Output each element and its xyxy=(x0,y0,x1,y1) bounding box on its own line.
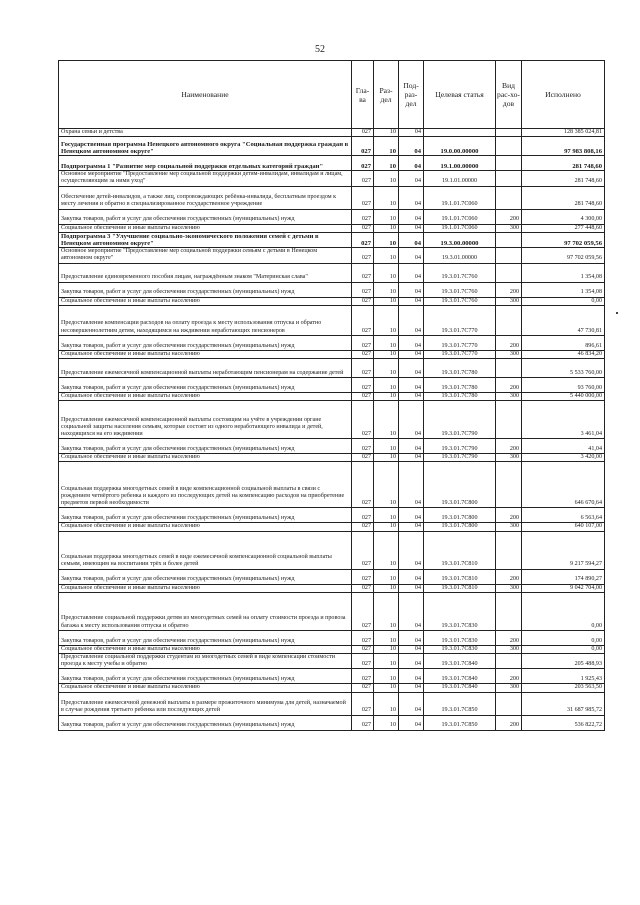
row-target-article: 19.3.00.00000 xyxy=(424,232,496,247)
row-razdel: 10 xyxy=(374,335,399,350)
row-razdel: 10 xyxy=(374,401,399,439)
row-expense-type: 200 xyxy=(496,439,522,454)
row-expense-type xyxy=(496,305,522,335)
row-podrazdel: 04 xyxy=(399,156,424,171)
row-podrazdel: 04 xyxy=(399,359,424,378)
row-podrazdel: 04 xyxy=(399,692,424,715)
row-target-article: 19.3.01.7С840 xyxy=(424,684,496,692)
row-expense-type: 200 xyxy=(496,378,522,393)
row-podrazdel: 04 xyxy=(399,378,424,393)
row-podrazdel: 04 xyxy=(399,335,424,350)
row-target-article: 19.1.01.7С060 xyxy=(424,224,496,232)
row-expense-type xyxy=(496,263,522,282)
row-executed: 640 107,00 xyxy=(522,523,605,531)
row-target-article: 19.3.01.7С770 xyxy=(424,350,496,358)
row-target-article: 19.0.00.00000 xyxy=(424,137,496,156)
row-target-article: 19.3.01.7С760 xyxy=(424,297,496,305)
row-podrazdel: 04 xyxy=(399,630,424,645)
row-razdel: 10 xyxy=(374,669,399,684)
row-expense-type xyxy=(496,171,522,186)
row-name: Социальное обеспечение и иные выплаты населению xyxy=(59,350,352,358)
row-expense-type xyxy=(496,129,522,137)
row-target-article: 19.3.01.7С780 xyxy=(424,378,496,393)
row-podrazdel: 04 xyxy=(399,209,424,224)
row-podrazdel: 04 xyxy=(399,439,424,454)
row-name: Подпрограмма 3 "Улучшение социально-экономического положения семей с детьми в Ненецком автономном округе" xyxy=(59,232,352,247)
row-expense-type xyxy=(496,692,522,715)
row-expense-type: 200 xyxy=(496,282,522,297)
row-executed: 277 448,60 xyxy=(522,224,605,232)
row-podrazdel: 04 xyxy=(399,454,424,462)
header-glava: Гла-ва xyxy=(352,61,374,129)
row-expense-type xyxy=(496,186,522,209)
row-target-article: 19.3.01.7С830 xyxy=(424,630,496,645)
row-name: Обеспечение детей-инвалидов, а также лиц, сопровождающих ребёнка-инвалида, бесплатным проездом к месту лечения и обратно в специализированное государственное учреждение xyxy=(59,186,352,209)
table-row xyxy=(59,232,605,247)
row-executed: 0,00 xyxy=(522,645,605,653)
table-row xyxy=(59,393,605,401)
row-razdel: 10 xyxy=(374,171,399,186)
row-target-article: 19.3.01.7С780 xyxy=(424,393,496,401)
row-glava: 027 xyxy=(352,137,374,156)
row-podrazdel: 04 xyxy=(399,508,424,523)
row-executed: 9 217 594,27 xyxy=(522,531,605,569)
row-executed: 281 748,60 xyxy=(522,171,605,186)
row-razdel: 10 xyxy=(374,692,399,715)
table-row xyxy=(59,359,605,378)
row-target-article: 19.3.01.7С830 xyxy=(424,645,496,653)
row-glava: 027 xyxy=(352,401,374,439)
row-target-article: 19.3.01.7С770 xyxy=(424,335,496,350)
row-target-article: 19.3.01.7С830 xyxy=(424,592,496,630)
row-name: Социальное обеспечение и иные выплаты населению xyxy=(59,297,352,305)
row-glava: 027 xyxy=(352,232,374,247)
row-razdel: 10 xyxy=(374,248,399,263)
row-executed: 31 687 985,72 xyxy=(522,692,605,715)
row-glava: 027 xyxy=(352,531,374,569)
row-podrazdel: 04 xyxy=(399,523,424,531)
row-podrazdel: 04 xyxy=(399,305,424,335)
row-target-article: 19.1.00.00000 xyxy=(424,156,496,171)
row-executed: 646 670,64 xyxy=(522,462,605,508)
row-executed: 93 760,00 xyxy=(522,378,605,393)
row-executed: 281 748,60 xyxy=(522,186,605,209)
row-glava: 027 xyxy=(352,654,374,669)
row-executed: 0,00 xyxy=(522,630,605,645)
row-name: Социальная поддержка многодетных семей в виде ежемесячной компенсационной социальной выплаты семьям, имеющим на воспитании трёх и более детей xyxy=(59,531,352,569)
row-target-article: 19.3.01.7С810 xyxy=(424,531,496,569)
table-row xyxy=(59,630,605,645)
table-row xyxy=(59,248,605,263)
table-row xyxy=(59,350,605,358)
table-row xyxy=(59,224,605,232)
table-row xyxy=(59,669,605,684)
row-target-article: 19.3.01.7С800 xyxy=(424,523,496,531)
row-podrazdel: 04 xyxy=(399,224,424,232)
row-executed: 97 983 808,16 xyxy=(522,137,605,156)
row-executed: 41,04 xyxy=(522,439,605,454)
row-expense-type: 200 xyxy=(496,569,522,584)
row-name: Социальное обеспечение и иные выплаты населению xyxy=(59,684,352,692)
budget-table xyxy=(58,60,605,731)
row-podrazdel: 04 xyxy=(399,248,424,263)
row-podrazdel: 04 xyxy=(399,401,424,439)
row-name: Предоставление единовременного пособия лицам, награждённым знаком "Материнская слава" xyxy=(59,263,352,282)
table-row xyxy=(59,378,605,393)
row-razdel: 10 xyxy=(374,684,399,692)
row-razdel: 10 xyxy=(374,350,399,358)
row-target-article: 19.1.01.7С060 xyxy=(424,209,496,224)
row-name: Закупка товаров, работ и услуг для обеспечения государственных (муниципальных) нужд xyxy=(59,508,352,523)
row-podrazdel: 04 xyxy=(399,462,424,508)
table-row xyxy=(59,186,605,209)
row-glava: 027 xyxy=(352,569,374,584)
row-razdel: 10 xyxy=(374,305,399,335)
table-row xyxy=(59,584,605,592)
row-target-article: 19.3.01.7С760 xyxy=(424,263,496,282)
row-executed: 5 533 760,00 xyxy=(522,359,605,378)
row-podrazdel: 04 xyxy=(399,232,424,247)
table-row xyxy=(59,297,605,305)
row-name: Социальное обеспечение и иные выплаты населению xyxy=(59,393,352,401)
row-podrazdel: 04 xyxy=(399,569,424,584)
row-target-article: 19.3.01.7С840 xyxy=(424,669,496,684)
row-name: Закупка товаров, работ и услуг для обеспечения государственных (муниципальных) нужд xyxy=(59,439,352,454)
row-executed: 128 385 024,81 xyxy=(522,129,605,137)
row-razdel: 10 xyxy=(374,715,399,730)
row-expense-type xyxy=(496,531,522,569)
row-name: Закупка товаров, работ и услуг для обеспечения государственных (муниципальных) нужд xyxy=(59,715,352,730)
row-podrazdel: 04 xyxy=(399,137,424,156)
row-razdel: 10 xyxy=(374,137,399,156)
row-executed: 5 440 000,00 xyxy=(522,393,605,401)
row-name: Закупка товаров, работ и услуг для обеспечения государственных (муниципальных) нужд xyxy=(59,569,352,584)
row-razdel: 10 xyxy=(374,462,399,508)
row-name: Закупка товаров, работ и услуг для обеспечения государственных (муниципальных) нужд xyxy=(59,209,352,224)
row-executed: 3 420,00 xyxy=(522,454,605,462)
row-name: Основное мероприятие "Предоставление мер социальной поддержки семьям с детьми в Ненецком автономном округе" xyxy=(59,248,352,263)
row-glava: 027 xyxy=(352,715,374,730)
row-razdel: 10 xyxy=(374,209,399,224)
row-razdel: 10 xyxy=(374,393,399,401)
row-glava: 027 xyxy=(352,692,374,715)
row-razdel: 10 xyxy=(374,439,399,454)
row-razdel: 10 xyxy=(374,630,399,645)
row-name: Предоставление ежемесячной компенсационной выплаты неработающим пенсионерам на содержание детей xyxy=(59,359,352,378)
row-glava: 027 xyxy=(352,630,374,645)
row-razdel: 10 xyxy=(374,523,399,531)
row-executed: 3 461,04 xyxy=(522,401,605,439)
row-razdel: 10 xyxy=(374,531,399,569)
row-podrazdel: 04 xyxy=(399,297,424,305)
row-name: Предоставление ежемесячной компенсационной выплаты состоящим на учёте в учреждении органе социальной защиты населения семьям, которые состоят из одного неработающего инвалида и детей, находящихся на его иждивении xyxy=(59,401,352,439)
row-name: Закупка товаров, работ и услуг для обеспечения государственных (муниципальных) нужд xyxy=(59,630,352,645)
row-expense-type: 200 xyxy=(496,335,522,350)
row-target-article: 19.1.01.00000 xyxy=(424,171,496,186)
row-target-article: 19.3.01.7С810 xyxy=(424,584,496,592)
row-razdel: 10 xyxy=(374,129,399,137)
table-row xyxy=(59,439,605,454)
row-name: Социальное обеспечение и иные выплаты населению xyxy=(59,584,352,592)
table-row xyxy=(59,569,605,584)
row-name: Предоставление компенсации расходов на оплату проезда к месту использования отпуска и обратно несовершеннолетним детям, находящимся на иждивении неработающих пенсионеров xyxy=(59,305,352,335)
row-target-article: 19.3.01.7С850 xyxy=(424,715,496,730)
table-row xyxy=(59,523,605,531)
row-podrazdel: 04 xyxy=(399,584,424,592)
row-razdel: 10 xyxy=(374,186,399,209)
row-razdel: 10 xyxy=(374,378,399,393)
table-row xyxy=(59,335,605,350)
row-name: Социальная поддержка многодетных семей в виде компенсационной социальной выплаты в связи с рождением четвёртого ребенка и каждого из последующих детей на компенсацию расходов на приобретение предметов первой необходимости xyxy=(59,462,352,508)
row-expense-type xyxy=(496,654,522,669)
table-row xyxy=(59,715,605,730)
row-razdel: 10 xyxy=(374,297,399,305)
row-podrazdel: 04 xyxy=(399,350,424,358)
row-glava: 027 xyxy=(352,171,374,186)
page-number: 52 xyxy=(315,44,325,55)
table-row xyxy=(59,305,605,335)
row-podrazdel: 04 xyxy=(399,654,424,669)
row-target-article xyxy=(424,129,496,137)
row-expense-type: 300 xyxy=(496,523,522,531)
row-name: Закупка товаров, работ и услуг для обеспечения государственных (муниципальных) нужд xyxy=(59,378,352,393)
row-glava: 027 xyxy=(352,263,374,282)
margin-mark xyxy=(616,312,618,314)
row-podrazdel: 04 xyxy=(399,282,424,297)
table-row xyxy=(59,209,605,224)
row-name: Социальное обеспечение и иные выплаты населению xyxy=(59,224,352,232)
row-glava: 027 xyxy=(352,439,374,454)
row-glava: 027 xyxy=(352,645,374,653)
row-expense-type: 200 xyxy=(496,209,522,224)
row-target-article: 19.3.01.7С790 xyxy=(424,439,496,454)
table-row xyxy=(59,531,605,569)
row-executed: 203 563,50 xyxy=(522,684,605,692)
row-name: Закупка товаров, работ и услуг для обеспечения государственных (муниципальных) нужд xyxy=(59,282,352,297)
row-name: Социальное обеспечение и иные выплаты населению xyxy=(59,645,352,653)
row-razdel: 10 xyxy=(374,232,399,247)
row-target-article: 19.3.01.7С790 xyxy=(424,401,496,439)
row-glava: 027 xyxy=(352,224,374,232)
row-razdel: 10 xyxy=(374,654,399,669)
table-header-row xyxy=(59,61,605,129)
row-name: Социальное обеспечение и иные выплаты населению xyxy=(59,454,352,462)
table-row xyxy=(59,592,605,630)
row-podrazdel: 04 xyxy=(399,129,424,137)
table-row xyxy=(59,156,605,171)
row-podrazdel: 04 xyxy=(399,531,424,569)
row-razdel: 10 xyxy=(374,156,399,171)
row-glava: 027 xyxy=(352,335,374,350)
row-name: Предоставление социальной поддержки детям из многодетных семей на оплату стоимости проезда и провоза багажа к месту использования отпуска и обратно xyxy=(59,592,352,630)
header-razdel: Раз-дел xyxy=(374,61,399,129)
row-executed: 46 834,20 xyxy=(522,350,605,358)
row-expense-type: 200 xyxy=(496,630,522,645)
row-expense-type xyxy=(496,232,522,247)
row-glava: 027 xyxy=(352,584,374,592)
row-name: Государственная программа Ненецкого автономного округа "Социальная поддержка граждан в Ненецком автономном округе" xyxy=(59,137,352,156)
table-row xyxy=(59,137,605,156)
row-podrazdel: 04 xyxy=(399,645,424,653)
row-glava: 027 xyxy=(352,508,374,523)
table-row xyxy=(59,508,605,523)
row-podrazdel: 04 xyxy=(399,171,424,186)
row-glava: 027 xyxy=(352,350,374,358)
header-expense-type: Вид рас-хо-дов xyxy=(496,61,522,129)
row-expense-type xyxy=(496,248,522,263)
row-name: Охрана семьи и детства xyxy=(59,129,352,137)
row-podrazdel: 04 xyxy=(399,186,424,209)
row-target-article: 19.3.01.7С790 xyxy=(424,454,496,462)
row-target-article: 19.3.01.7С760 xyxy=(424,282,496,297)
row-expense-type: 300 xyxy=(496,584,522,592)
table-row xyxy=(59,454,605,462)
row-expense-type: 200 xyxy=(496,508,522,523)
row-glava: 027 xyxy=(352,378,374,393)
row-expense-type: 200 xyxy=(496,669,522,684)
table-row xyxy=(59,401,605,439)
table-row xyxy=(59,129,605,137)
row-glava: 027 xyxy=(352,684,374,692)
row-name: Социальное обеспечение и иные выплаты населению xyxy=(59,523,352,531)
row-podrazdel: 04 xyxy=(399,669,424,684)
row-executed: 896,61 xyxy=(522,335,605,350)
row-razdel: 10 xyxy=(374,592,399,630)
row-glava: 027 xyxy=(352,359,374,378)
row-podrazdel: 04 xyxy=(399,393,424,401)
row-name: Основное мероприятие "Предоставление мер социальной поддержки детям-инвалидам, инвалидам и лицам, осуществляющим за ними уход" xyxy=(59,171,352,186)
row-name: Закупка товаров, работ и услуг для обеспечения государственных (муниципальных) нужд xyxy=(59,335,352,350)
row-expense-type: 300 xyxy=(496,454,522,462)
row-glava: 027 xyxy=(352,523,374,531)
row-expense-type xyxy=(496,592,522,630)
row-executed: 97 702 059,56 xyxy=(522,248,605,263)
row-name: Предоставление социальной поддержки студентам из многодетных семей в виде компенсации стоимости проезда к месту учебы и обратно xyxy=(59,654,352,669)
row-name: Закупка товаров, работ и услуг для обеспечения государственных (муниципальных) нужд xyxy=(59,669,352,684)
row-razdel: 10 xyxy=(374,263,399,282)
row-podrazdel: 04 xyxy=(399,715,424,730)
row-glava: 027 xyxy=(352,462,374,508)
row-target-article: 19.3.01.7С800 xyxy=(424,508,496,523)
table-row xyxy=(59,684,605,692)
row-executed: 97 702 059,56 xyxy=(522,232,605,247)
row-glava: 027 xyxy=(352,186,374,209)
row-name: Предоставление ежемесячной денежной выплаты в размере прожиточного минимума для детей, назначаемой в случае рождения третьего ребенка или последующих детей xyxy=(59,692,352,715)
row-razdel: 10 xyxy=(374,224,399,232)
row-expense-type: 300 xyxy=(496,224,522,232)
row-podrazdel: 04 xyxy=(399,263,424,282)
row-razdel: 10 xyxy=(374,645,399,653)
row-expense-type: 200 xyxy=(496,715,522,730)
row-executed: 174 890,27 xyxy=(522,569,605,584)
row-expense-type xyxy=(496,359,522,378)
row-glava: 027 xyxy=(352,248,374,263)
row-executed: 0,00 xyxy=(522,297,605,305)
table-row xyxy=(59,645,605,653)
row-executed: 6 563,64 xyxy=(522,508,605,523)
row-glava: 027 xyxy=(352,669,374,684)
row-expense-type xyxy=(496,156,522,171)
row-target-article: 19.3.01.7С840 xyxy=(424,654,496,669)
row-expense-type xyxy=(496,137,522,156)
row-glava: 027 xyxy=(352,592,374,630)
table-row xyxy=(59,654,605,669)
row-executed: 1 354,08 xyxy=(522,282,605,297)
row-glava: 027 xyxy=(352,393,374,401)
row-target-article: 19.3.01.7С780 xyxy=(424,359,496,378)
row-expense-type: 300 xyxy=(496,684,522,692)
row-executed: 47 730,81 xyxy=(522,305,605,335)
table-row xyxy=(59,171,605,186)
row-glava: 027 xyxy=(352,282,374,297)
row-glava: 027 xyxy=(352,156,374,171)
row-expense-type: 300 xyxy=(496,297,522,305)
header-name: Наименование xyxy=(59,61,352,129)
row-executed: 4 300,00 xyxy=(522,209,605,224)
row-target-article: 19.3.01.7С810 xyxy=(424,569,496,584)
row-glava: 027 xyxy=(352,454,374,462)
table-row xyxy=(59,692,605,715)
row-glava: 027 xyxy=(352,297,374,305)
row-executed: 9 042 704,00 xyxy=(522,584,605,592)
row-podrazdel: 04 xyxy=(399,592,424,630)
row-razdel: 10 xyxy=(374,359,399,378)
header-target-article: Целевая статья xyxy=(424,61,496,129)
header-executed: Исполнено xyxy=(522,61,605,129)
row-expense-type xyxy=(496,462,522,508)
row-podrazdel: 04 xyxy=(399,684,424,692)
row-expense-type: 300 xyxy=(496,393,522,401)
row-glava: 027 xyxy=(352,129,374,137)
table-row xyxy=(59,263,605,282)
row-razdel: 10 xyxy=(374,569,399,584)
row-glava: 027 xyxy=(352,305,374,335)
row-expense-type: 300 xyxy=(496,350,522,358)
row-name: Подпрограмма 1 "Развитие мер социальной поддержки отдельных категорий граждан" xyxy=(59,156,352,171)
row-razdel: 10 xyxy=(374,508,399,523)
row-executed: 1 354,08 xyxy=(522,263,605,282)
row-target-article: 19.3.01.7С800 xyxy=(424,462,496,508)
row-razdel: 10 xyxy=(374,282,399,297)
row-executed: 1 925,43 xyxy=(522,669,605,684)
row-target-article: 19.3.01.7С770 xyxy=(424,305,496,335)
row-glava: 027 xyxy=(352,209,374,224)
table-row xyxy=(59,282,605,297)
row-executed: 0,00 xyxy=(522,592,605,630)
row-executed: 536 822,72 xyxy=(522,715,605,730)
row-target-article: 19.3.01.7С850 xyxy=(424,692,496,715)
row-razdel: 10 xyxy=(374,584,399,592)
row-executed: 281 748,60 xyxy=(522,156,605,171)
row-expense-type: 300 xyxy=(496,645,522,653)
header-podrazdel: Под-раз-дел xyxy=(399,61,424,129)
row-expense-type xyxy=(496,401,522,439)
table-row xyxy=(59,462,605,508)
row-target-article: 19.1.01.7С060 xyxy=(424,186,496,209)
row-razdel: 10 xyxy=(374,454,399,462)
row-target-article: 19.3.01.00000 xyxy=(424,248,496,263)
row-executed: 205 488,93 xyxy=(522,654,605,669)
